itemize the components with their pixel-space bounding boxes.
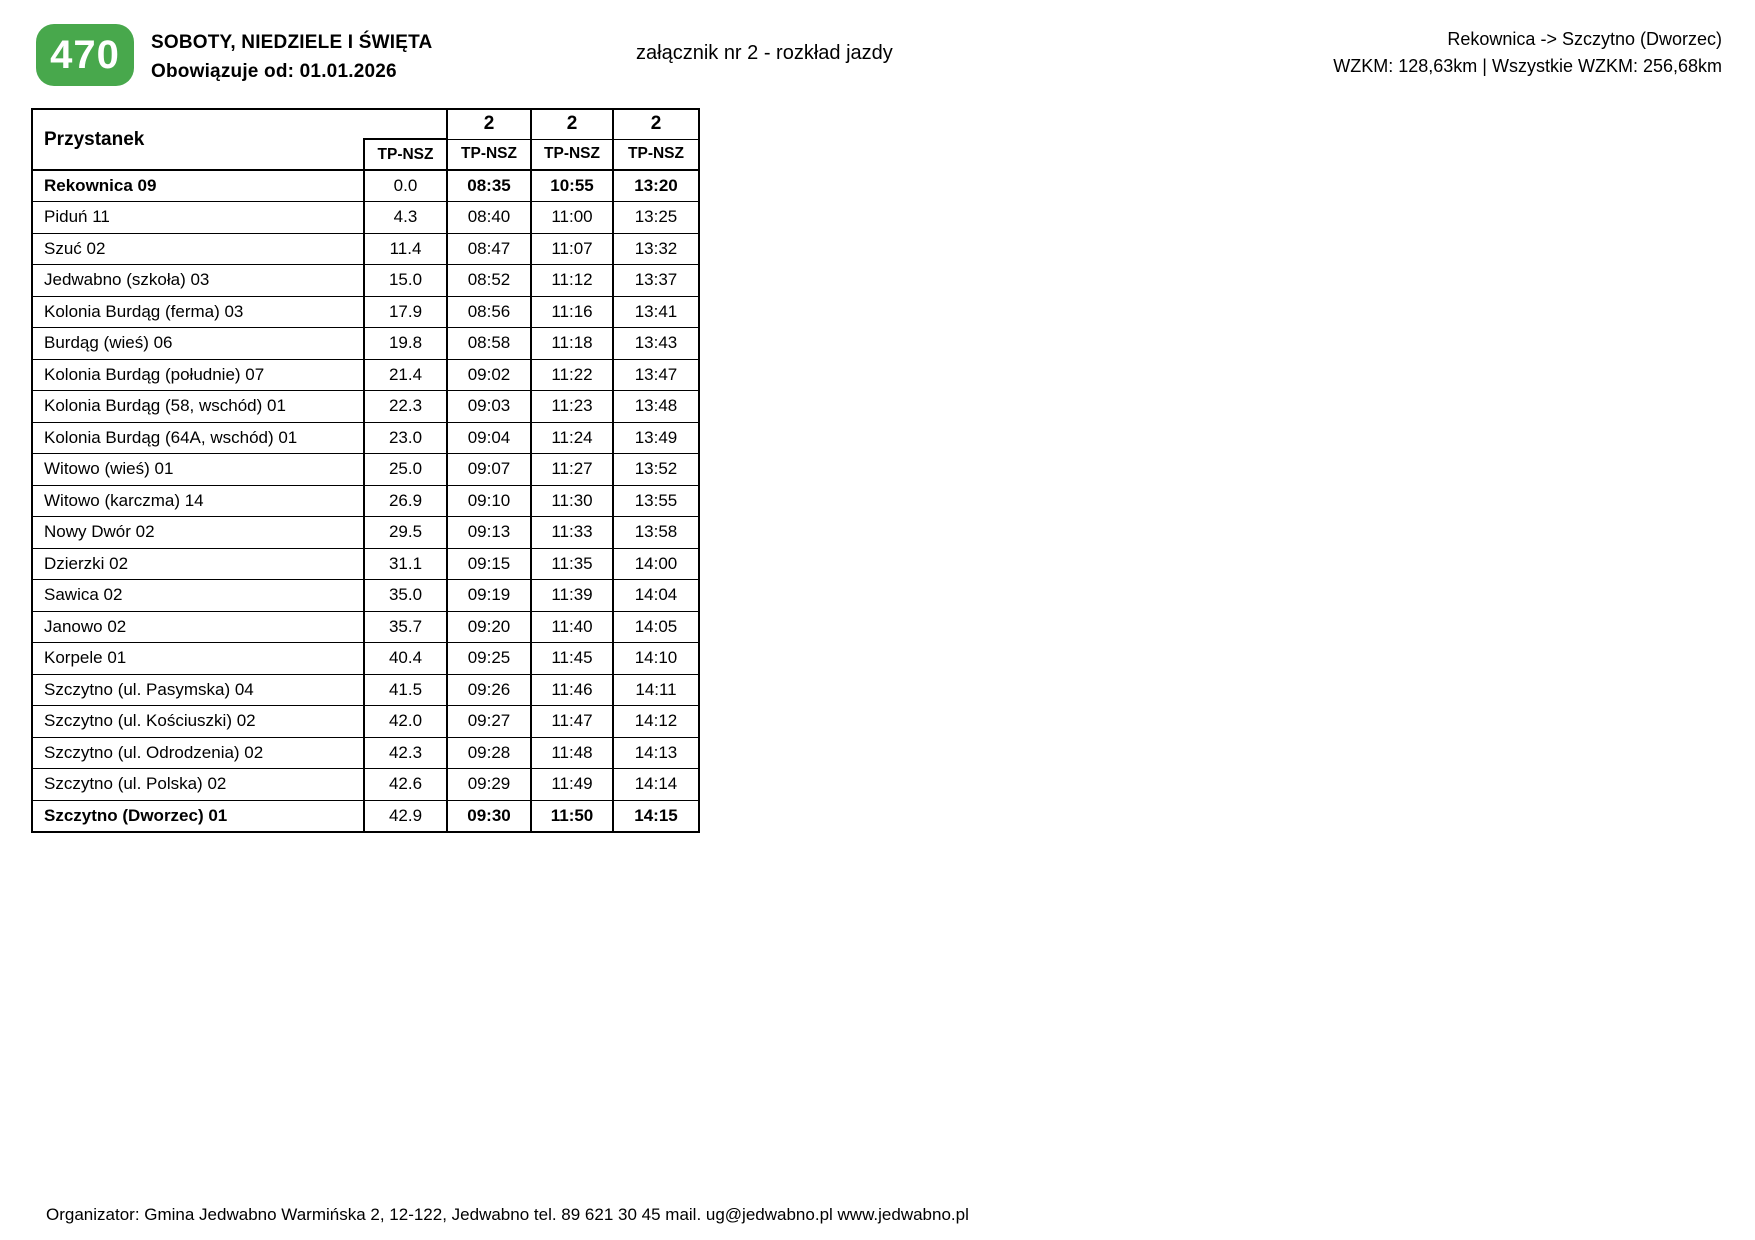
- stop-cell: Dzierzki 02: [32, 548, 364, 580]
- table-row: [32, 328, 699, 360]
- stop-cell: Kolonia Burdąg (ferma) 03: [32, 296, 364, 328]
- time-cell: 13:41: [613, 296, 699, 328]
- timetable-body: [32, 170, 699, 832]
- km-cell: 17.9: [364, 296, 447, 328]
- time-cell: 14:10: [613, 643, 699, 675]
- table-row: [32, 706, 699, 738]
- stop-cell: Janowo 02: [32, 611, 364, 643]
- time-cell: 11:48: [531, 737, 613, 769]
- time-cell: 11:12: [531, 265, 613, 297]
- km-cell: 29.5: [364, 517, 447, 549]
- time-cell: 09:30: [447, 800, 531, 832]
- time-cell: 08:52: [447, 265, 531, 297]
- subheader-course-3: TP-NSZ: [613, 139, 699, 170]
- km-cell: 40.4: [364, 643, 447, 675]
- stop-cell: Sawica 02: [32, 580, 364, 612]
- time-cell: 11:22: [531, 359, 613, 391]
- time-cell: 11:33: [531, 517, 613, 549]
- time-cell: 11:23: [531, 391, 613, 423]
- time-cell: 11:46: [531, 674, 613, 706]
- stop-cell: Korpele 01: [32, 643, 364, 675]
- time-cell: 14:15: [613, 800, 699, 832]
- course-number-2: 2: [531, 109, 613, 139]
- table-row: [32, 548, 699, 580]
- route-info-block: [1333, 26, 1722, 80]
- time-cell: 11:00: [531, 202, 613, 234]
- time-cell: 13:55: [613, 485, 699, 517]
- time-cell: 09:15: [447, 548, 531, 580]
- stop-column-header: Przystanek: [32, 109, 364, 170]
- stop-cell: Rekownica 09: [32, 170, 364, 202]
- time-cell: 08:40: [447, 202, 531, 234]
- time-cell: 13:47: [613, 359, 699, 391]
- km-cell: 0.0: [364, 170, 447, 202]
- time-cell: 08:58: [447, 328, 531, 360]
- table-row: [32, 296, 699, 328]
- table-row: [32, 737, 699, 769]
- km-cell: 25.0: [364, 454, 447, 486]
- km-cell: 11.4: [364, 233, 447, 265]
- stop-cell: Burdąg (wieś) 06: [32, 328, 364, 360]
- time-cell: 08:35: [447, 170, 531, 202]
- table-row: [32, 454, 699, 486]
- time-cell: 11:47: [531, 706, 613, 738]
- km-cell: 42.3: [364, 737, 447, 769]
- table-row: [32, 202, 699, 234]
- table-row: [32, 422, 699, 454]
- km-cell: 21.4: [364, 359, 447, 391]
- stop-cell: Witowo (karczma) 14: [32, 485, 364, 517]
- time-cell: 10:55: [531, 170, 613, 202]
- km-column-header-spacer: [364, 109, 447, 139]
- time-cell: 13:43: [613, 328, 699, 360]
- km-cell: 35.0: [364, 580, 447, 612]
- stop-cell: Nowy Dwór 02: [32, 517, 364, 549]
- time-cell: 11:18: [531, 328, 613, 360]
- header-row-courses: [32, 109, 699, 139]
- service-days-label: SOBOTY, NIEDZIELE I ŚWIĘTA: [151, 32, 433, 53]
- valid-from-label: Obowiązuje od: 01.01.2026: [151, 61, 397, 82]
- time-cell: 13:52: [613, 454, 699, 486]
- km-cell: 35.7: [364, 611, 447, 643]
- time-cell: 11:40: [531, 611, 613, 643]
- time-cell: 08:47: [447, 233, 531, 265]
- km-cell: 31.1: [364, 548, 447, 580]
- stop-cell: Szczytno (ul. Polska) 02: [32, 769, 364, 801]
- stop-cell: Szczytno (Dworzec) 01: [32, 800, 364, 832]
- route-direction: Rekownica -> Szczytno (Dworzec): [1447, 29, 1722, 49]
- stop-cell: Kolonia Burdąg (64A, wschód) 01: [32, 422, 364, 454]
- km-cell: 22.3: [364, 391, 447, 423]
- table-row: [32, 391, 699, 423]
- time-cell: 09:28: [447, 737, 531, 769]
- time-cell: 11:30: [531, 485, 613, 517]
- time-cell: 11:39: [531, 580, 613, 612]
- time-cell: 09:02: [447, 359, 531, 391]
- table-row: [32, 643, 699, 675]
- time-cell: 11:27: [531, 454, 613, 486]
- table-row: [32, 674, 699, 706]
- time-cell: 14:13: [613, 737, 699, 769]
- time-cell: 09:19: [447, 580, 531, 612]
- table-row: [32, 170, 699, 202]
- time-cell: 14:00: [613, 548, 699, 580]
- time-cell: 13:25: [613, 202, 699, 234]
- km-cell: 42.6: [364, 769, 447, 801]
- time-cell: 09:25: [447, 643, 531, 675]
- subheader-course-1: TP-NSZ: [447, 139, 531, 170]
- table-row: [32, 769, 699, 801]
- table-row: [32, 800, 699, 832]
- km-cell: 42.0: [364, 706, 447, 738]
- stop-cell: Szczytno (ul. Kościuszki) 02: [32, 706, 364, 738]
- timetable: [31, 108, 700, 833]
- stop-cell: Szczytno (ul. Odrodzenia) 02: [32, 737, 364, 769]
- table-row: [32, 265, 699, 297]
- table-row: [32, 517, 699, 549]
- time-cell: 09:26: [447, 674, 531, 706]
- subheader-course-2: TP-NSZ: [531, 139, 613, 170]
- time-cell: 13:20: [613, 170, 699, 202]
- time-cell: 13:49: [613, 422, 699, 454]
- time-cell: 14:12: [613, 706, 699, 738]
- course-number-1: 2: [447, 109, 531, 139]
- time-cell: 13:32: [613, 233, 699, 265]
- route-distance-info: WZKM: 128,63km | Wszystkie WZKM: 256,68km: [1333, 56, 1722, 76]
- stop-cell: Jedwabno (szkoła) 03: [32, 265, 364, 297]
- course-number-3: 2: [613, 109, 699, 139]
- km-cell: 4.3: [364, 202, 447, 234]
- time-cell: 11:49: [531, 769, 613, 801]
- km-cell: 19.8: [364, 328, 447, 360]
- table-row: [32, 485, 699, 517]
- service-days-block: [151, 28, 432, 86]
- attachment-title: załącznik nr 2 - rozkład jazdy: [636, 42, 893, 64]
- time-cell: 09:04: [447, 422, 531, 454]
- subheader-km: TP-NSZ: [364, 139, 447, 170]
- time-cell: 11:50: [531, 800, 613, 832]
- time-cell: 11:35: [531, 548, 613, 580]
- time-cell: 09:10: [447, 485, 531, 517]
- table-row: [32, 233, 699, 265]
- stop-cell: Piduń 11: [32, 202, 364, 234]
- time-cell: 09:03: [447, 391, 531, 423]
- stop-cell: Kolonia Burdąg (58, wschód) 01: [32, 391, 364, 423]
- table-row: [32, 580, 699, 612]
- km-cell: 41.5: [364, 674, 447, 706]
- time-cell: 09:13: [447, 517, 531, 549]
- time-cell: 14:14: [613, 769, 699, 801]
- time-cell: 09:07: [447, 454, 531, 486]
- time-cell: 13:48: [613, 391, 699, 423]
- time-cell: 08:56: [447, 296, 531, 328]
- table-row: [32, 359, 699, 391]
- stop-cell: Szuć 02: [32, 233, 364, 265]
- time-cell: 11:24: [531, 422, 613, 454]
- stop-cell: Witowo (wieś) 01: [32, 454, 364, 486]
- time-cell: 14:04: [613, 580, 699, 612]
- time-cell: 11:16: [531, 296, 613, 328]
- organizer-info: Organizator: Gmina Jedwabno Warmińska 2, 12-122, Jedwabno tel. 89 621 30 45 mail. ug@jedwabno.pl www.jedwabno.pl: [46, 1205, 969, 1224]
- time-cell: 13:37: [613, 265, 699, 297]
- time-cell: 09:27: [447, 706, 531, 738]
- route-number: 470: [50, 32, 120, 77]
- time-cell: 11:07: [531, 233, 613, 265]
- stop-cell: Szczytno (ul. Pasymska) 04: [32, 674, 364, 706]
- time-cell: 14:11: [613, 674, 699, 706]
- km-cell: 42.9: [364, 800, 447, 832]
- time-cell: 11:45: [531, 643, 613, 675]
- km-cell: 26.9: [364, 485, 447, 517]
- route-number-badge: [36, 24, 134, 86]
- time-cell: 09:29: [447, 769, 531, 801]
- table-row: [32, 611, 699, 643]
- time-cell: 14:05: [613, 611, 699, 643]
- km-cell: 15.0: [364, 265, 447, 297]
- stop-cell: Kolonia Burdąg (południe) 07: [32, 359, 364, 391]
- time-cell: 13:58: [613, 517, 699, 549]
- time-cell: 09:20: [447, 611, 531, 643]
- km-cell: 23.0: [364, 422, 447, 454]
